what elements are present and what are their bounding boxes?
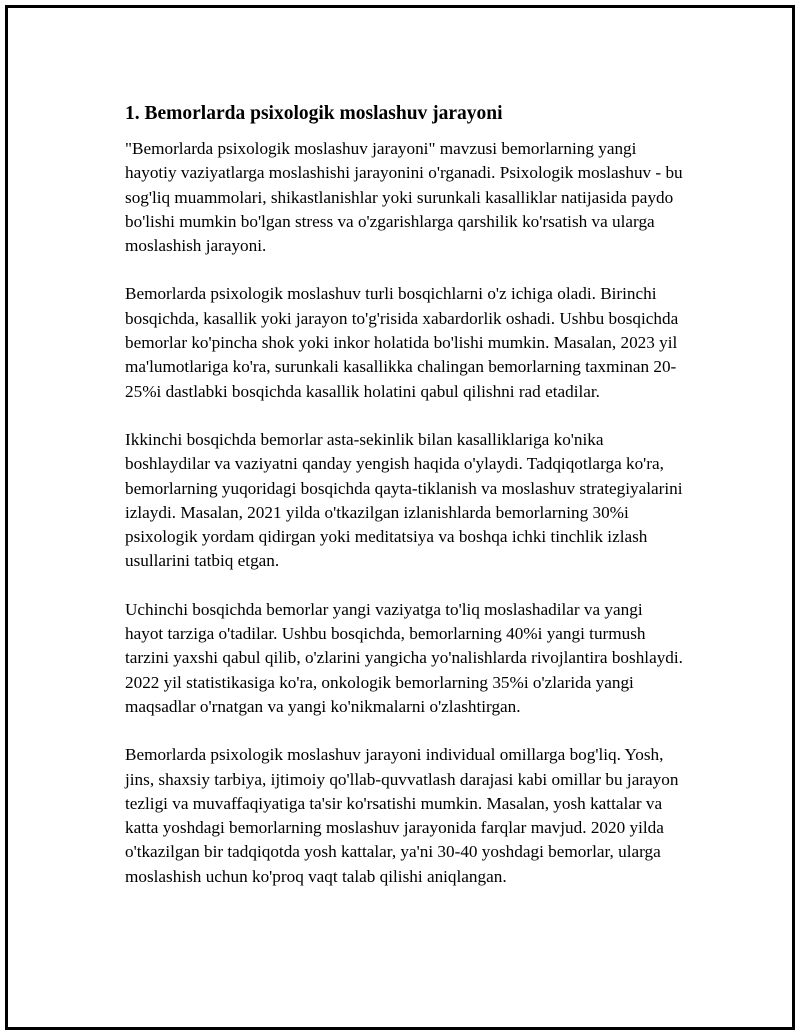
paragraph-stage-two: Ikkinchi bosqichda bemorlar asta-sekinlik bilan kasalliklariga ko'nika boshlaydilar va vaziyatni qanday yengish haqida o'ylaydi. Tadqiqotlarga ko'ra, bemorlarning yuqoridagi bosqichda qayta-tiklanish va moslashuv strategiyalarini izlaydi. Masalan, 2021 yilda o'tkazilgan izlanishlarda bemorlarning 30%i psixologik yordam qidirgan yoki meditatsiya va boshqa ichki tinchlik izlash usullarini tatbiq etgan.	[125, 429, 683, 571]
document-body	[125, 101, 685, 913]
section-heading: 1. Bemorlarda psixologik moslashuv jarayoni	[125, 103, 503, 124]
paragraph-individual-factors: Bemorlarda psixologik moslashuv jarayoni individual omillarga bog'liq. Yosh, jins, shaxsiy tarbiya, ijtimoiy qo'llab-quvvatlash darajasi kabi omillar bu jarayon tezligi va muvaffaqiyatiga ta'sir ko'rsatishi mumkin. Masalan, yosh kattalar va katta yoshdagi bemorlarning moslashuv jarayonida farqlar mavjud. 2020 yilda o'tkazilgan bir tadqiqotda yosh kattalar, ya'ni 30-40 yoshdagi bemorlar, ularga moslashish uchun ko'proq vaqt talab qilishi aniqlangan.	[125, 745, 679, 886]
page-frame	[5, 5, 795, 1030]
paragraph-stage-three: Uchinchi bosqichda bemorlar yangi vaziyatga to'liq moslashadilar va yangi hayot tarziga o'tadilar. Ushbu bosqichda, bemorlarning 40%i yangi turmush tarzini yaxshi qabul qilib, o'zlarini yangicha yo'nalishlarda rivojlantira boshlaydi. 2022 yil statistikasiga ko'ra, onkologik bemorlarning 35%i o'zlarida yangi maqsadlar o'rnatgan va yangi ko'nikmalarni o'zlashtirgan.	[125, 599, 683, 716]
paragraph-stage-one: Bemorlarda psixologik moslashuv turli bosqichlarni o'z ichiga oladi. Birinchi bosqichda, kasallik yoki jarayon to'g'risida xabardorlik oshadi. Ushbu bosqichda bemorlar ko'pincha shok yoki inkor holatida bo'lishi mumkin. Masalan, 2023 yil ma'lumotlariga ko'ra, surunkali kasallikka chalingan bemorlarning taxminan 20-25%i dastlabki bosqichda kasallik holatini qabul qilishni rad etadilar.	[125, 284, 679, 401]
paragraph-intro: "Bemorlarda psixologik moslashuv jarayoni" mavzusi bemorlarning yangi hayotiy vaziyatlarga moslashishi jarayonini o'rganadi. Psixologik moslashuv - bu sog'liq muammolari, shikastlanishlar yoki surunkali kasalliklar natijasida paydo bo'lishi mumkin bo'lgan stress va o'zgarishlarga qarshilik ko'rsatish va ularga moslashish jarayoni.	[125, 139, 683, 256]
